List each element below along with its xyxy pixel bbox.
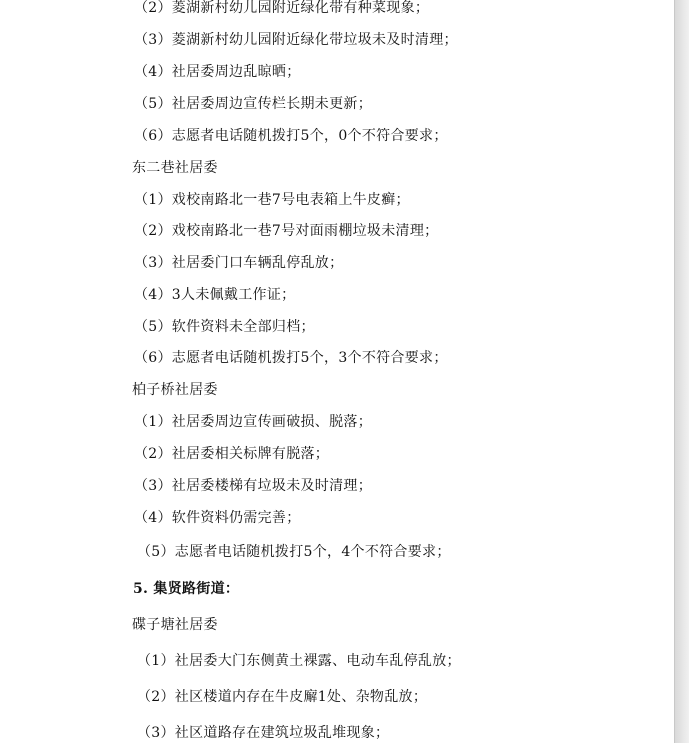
list-item: （4）社居委周边乱晾晒；: [134, 64, 301, 80]
list-item: （3）社区道路存在建筑垃圾乱堆现象；: [137, 725, 390, 741]
list-item: （2）社区楼道内存在牛皮廨1处、杂物乱放；: [137, 689, 428, 705]
list-item: （1）戏校南路北一巷7号电表箱上牛皮癣；: [134, 192, 410, 208]
list-item: （6）志愿者电话随机拨打5个，0个不符合要求；: [134, 128, 448, 144]
section-heading: 东二巷社居委: [132, 160, 218, 176]
list-item: （4）软件资料仍需完善；: [134, 510, 301, 526]
subsection-heading: 5. 集贤路街道：: [133, 581, 240, 597]
list-item: （5）软件资料未全部归档；: [134, 319, 315, 335]
section-heading: 柏子桥社居委: [132, 382, 218, 398]
section-heading: 碟子塘社居委: [132, 617, 218, 633]
list-item: （5）社居委周边宣传栏长期未更新；: [134, 96, 373, 112]
list-item: （3）菱湖新村幼儿园附近绿化带垃圾未及时清理；: [134, 32, 458, 48]
list-item: （4）3人未佩戴工作证；: [134, 287, 296, 303]
list-item: （1）社居委周边宣传画破损、脱落；: [134, 414, 373, 430]
page-edge: [674, 0, 689, 743]
list-item: （1）社居委大门东侧黄土裸露、电动车乱停乱放；: [137, 653, 461, 669]
list-item: （2）戏校南路北一巷7号对面雨棚垃圾未清理；: [134, 223, 439, 239]
list-item: （3）社居委楼梯有垃圾未及时清理；: [134, 478, 373, 494]
list-item: （3）社居委门口车辆乱停乱放；: [134, 255, 344, 271]
list-item: （2）菱湖新村幼儿园附近绿化带有种菜现象；: [134, 0, 430, 16]
list-item: （2）社居委相关标牌有脱落；: [134, 446, 330, 462]
list-item: （5）志愿者电话随机拨打5个，4个不符合要求；: [137, 544, 451, 560]
list-item: （6）志愿者电话随机拨打5个，3个不符合要求；: [134, 350, 448, 366]
